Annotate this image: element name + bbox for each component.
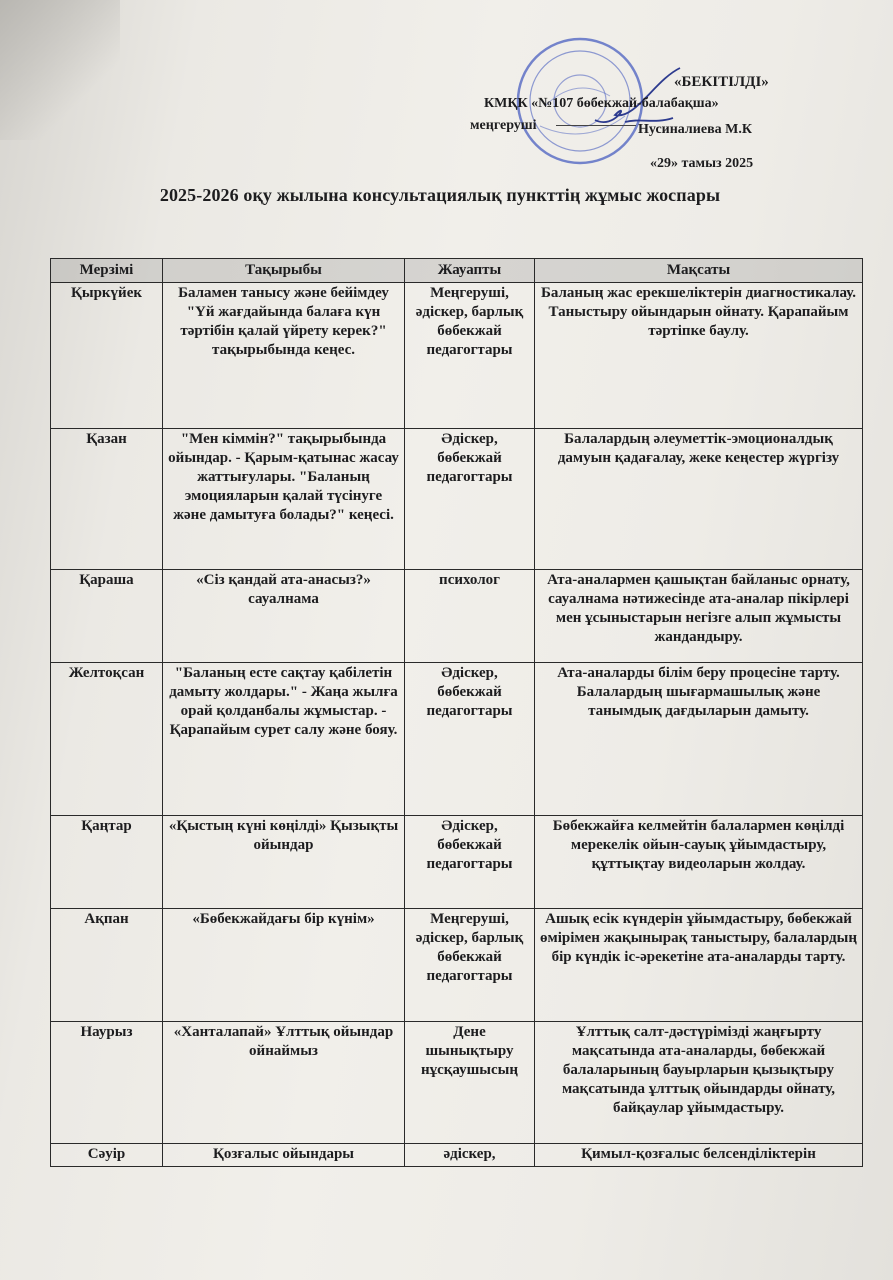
cell-month: Қараша xyxy=(51,570,163,663)
cell-responsible: Дене шынықтыру нұсқаушысың xyxy=(405,1022,535,1144)
cell-topic: Қозғалыс ойындары xyxy=(163,1144,405,1167)
cell-responsible: Әдіскер, бөбекжай педагогтары xyxy=(405,429,535,570)
table-row xyxy=(51,1022,863,1144)
table-row xyxy=(51,429,863,570)
table-row xyxy=(51,570,863,663)
approval-title: «БЕКІТІЛДІ» xyxy=(674,74,769,90)
plan-table xyxy=(50,258,863,1167)
cell-goal: Ата-аналарды білім беру процесіне тарту. Балалардың шығармашылық және танымдық дағдыларын дамыту. xyxy=(535,663,863,816)
cell-goal: Қимыл-қозғалыс белсенділіктерін xyxy=(535,1144,863,1167)
header-month: Мерзімі xyxy=(51,259,163,283)
cell-responsible: әдіскер, xyxy=(405,1144,535,1167)
table-row xyxy=(51,816,863,909)
cell-month: Ақпан xyxy=(51,909,163,1022)
approval-date: «29» тамыз 2025 xyxy=(650,156,754,171)
cell-responsible: Әдіскер, бөбекжай педагогтары xyxy=(405,663,535,816)
cell-topic: «Ханталапай» Ұлттық ойындар ойнаймыз xyxy=(163,1022,405,1144)
table-header-row xyxy=(51,259,863,283)
approval-head-name: Нусиналиева М.К xyxy=(638,122,752,137)
cell-topic: "Баланың есте сақтау қабілетін дамыту жолдары." - Жаңа жылға орай қолданбалы жұмыстар. - Қарапайым сурет салу және бояу. xyxy=(163,663,405,816)
cell-goal: Ашық есік күндерін ұйымдастыру, бөбекжай өмірімен жақынырақ таныстыру, балалардың бір күндік іс-әрекетіне ата-аналарды тарту. xyxy=(535,909,863,1022)
signature-line xyxy=(556,125,636,126)
approval-head-label: меңгеруші xyxy=(470,118,537,133)
cell-responsible: Меңгеруші, әдіскер, барлық бөбекжай педагогтары xyxy=(405,909,535,1022)
cell-goal: Ата-аналармен қашықтан байланыс орнату, сауалнама нәтижесінде ата-аналар пікірлері мен ұсыныстарын негізге алып жұмысты жандандыру. xyxy=(535,570,863,663)
cell-goal: Бөбекжайға келмейтін балалармен көңілді мерекелік ойын-сауық ұйымдастыру, құттықтау видеоларын жолдау. xyxy=(535,816,863,909)
cell-topic: «Қыстың күні көңілді» Қызықты ойындар xyxy=(163,816,405,909)
cell-responsible: психолог xyxy=(405,570,535,663)
cell-month: Наурыз xyxy=(51,1022,163,1144)
cell-goal: Ұлттық салт-дәстүрімізді жаңғырту мақсатында ата-аналарды, бөбекжай балаларының бауырларын қызықтыру мақсатында ұлттық ойындарды ойнату, байқаулар ұйымдастыру. xyxy=(535,1022,863,1144)
table-row xyxy=(51,909,863,1022)
cell-responsible: Әдіскер, бөбекжай педагогтары xyxy=(405,816,535,909)
approval-organization: КМҚК «№107 бөбекжай-балабақша» xyxy=(484,96,719,111)
cell-month: Желтоқсан xyxy=(51,663,163,816)
header-responsible: Жауапты xyxy=(405,259,535,283)
table-row xyxy=(51,1144,863,1167)
cell-topic: Баламен танысу және бейімдеу "Үй жағдайында балаға күн тәртібін қалай үйрету керек?" тақырыбында кеңес. xyxy=(163,283,405,429)
cell-topic: «Сіз қандай ата-анасыз?» сауалнама xyxy=(163,570,405,663)
cell-goal: Балалардың әлеуметтік-эмоционалдық дамуын қадағалау, жеке кеңестер жүргізу xyxy=(535,429,863,570)
table-row xyxy=(51,283,863,429)
cell-goal: Баланың жас ерекшеліктерін диагностикалау. Таныстыру ойындарын ойнату. Қарапайым тәртіпке баулу. xyxy=(535,283,863,429)
header-goal: Мақсаты xyxy=(535,259,863,283)
cell-month: Қыркүйек xyxy=(51,283,163,429)
cell-responsible: Меңгеруші, әдіскер, барлық бөбекжай педагогтары xyxy=(405,283,535,429)
cell-month: Қазан xyxy=(51,429,163,570)
cell-topic: "Мен кіммін?" тақырыбында ойындар. - Қарым-қатынас жасау жаттығулары. "Баланың эмоцияларын қалай түсінуге және дамытуға болады?" кеңесі. xyxy=(163,429,405,570)
cell-month: Сәуір xyxy=(51,1144,163,1167)
page-shadow xyxy=(0,0,120,140)
table-row xyxy=(51,663,863,816)
cell-month: Қаңтар xyxy=(51,816,163,909)
cell-topic: «Бөбекжайдағы бір күнім» xyxy=(163,909,405,1022)
header-topic: Тақырыбы xyxy=(163,259,405,283)
document-title: 2025-2026 оқу жылына консультациялық пункттің жұмыс жоспары xyxy=(159,185,721,205)
